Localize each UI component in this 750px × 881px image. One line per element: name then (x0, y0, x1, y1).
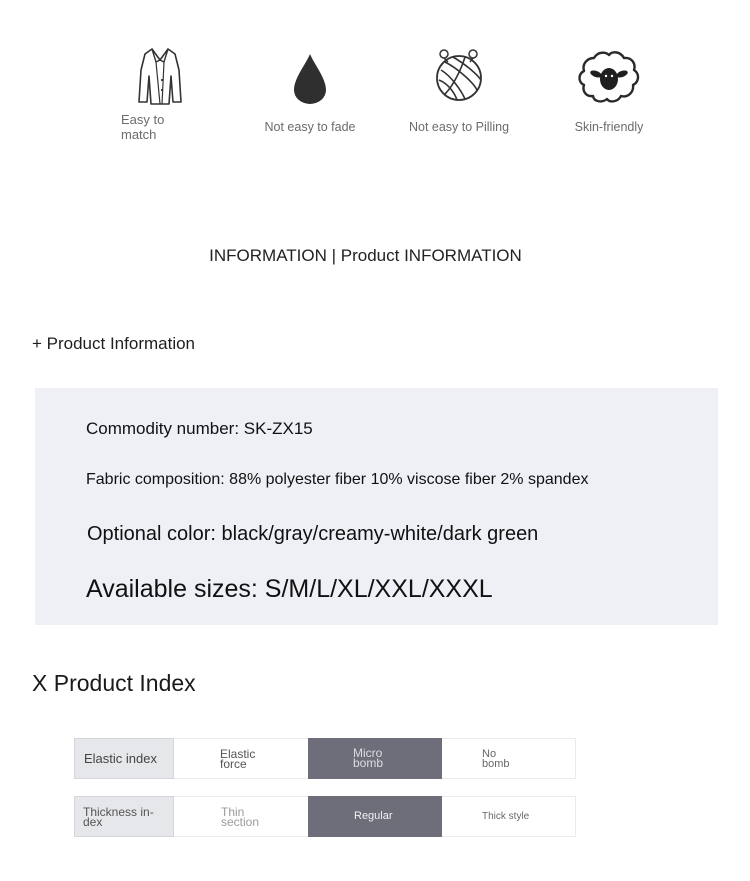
option-label: No bomb (482, 748, 510, 770)
row-label-cell (74, 796, 174, 837)
feature-skin-friendly (539, 46, 679, 146)
option-cell (174, 796, 308, 837)
product-information-heading: + Product Information (32, 334, 196, 353)
section-title: INFORMATION | Product INFORMATION (209, 246, 522, 265)
option-cell (442, 738, 576, 779)
product-index-heading: X Product Index (32, 670, 196, 696)
optional-colors: Optional color: black/gray/creamy-white/dark green (87, 523, 539, 545)
row-label: Elastic index (84, 751, 157, 766)
commodity-number: Commodity number: SK-ZX15 (86, 419, 313, 438)
coat-icon (90, 46, 230, 108)
option-label: Regular (354, 810, 393, 822)
available-sizes: Available sizes: S/M/L/XL/XXL/XXXL (86, 575, 493, 603)
option-label: Micro bomb (353, 746, 384, 770)
product-information-panel (35, 388, 718, 625)
thickness-index-row (74, 796, 576, 837)
feature-label: Easy to match (121, 112, 165, 142)
option-label: Thick style (482, 811, 530, 822)
feature-label: Not easy to Pilling (408, 120, 510, 134)
feature-not-easy-to-fade (240, 46, 380, 146)
water-drop-icon (240, 46, 380, 108)
option-label: Elastic force (220, 747, 256, 771)
option-label: Thin section (221, 805, 260, 829)
fabric-composition: Fabric composition: 88% polyester fiber 10% viscose fiber 2% spandex (86, 471, 589, 488)
sheep-icon (539, 46, 679, 108)
option-cell-selected (308, 796, 442, 837)
elastic-index-row (74, 738, 576, 779)
yarn-ball-icon (389, 46, 529, 108)
feature-label: Skin-friendly (574, 120, 644, 134)
option-cell-selected (308, 738, 442, 779)
option-cell (442, 796, 576, 837)
row-label-cell (74, 738, 174, 779)
feature-not-easy-to-pilling (389, 46, 529, 146)
feature-easy-to-match (90, 46, 230, 146)
feature-label: Not easy to fade (264, 120, 356, 134)
option-cell (174, 738, 308, 779)
row-label: Thickness in-dex (83, 805, 154, 829)
